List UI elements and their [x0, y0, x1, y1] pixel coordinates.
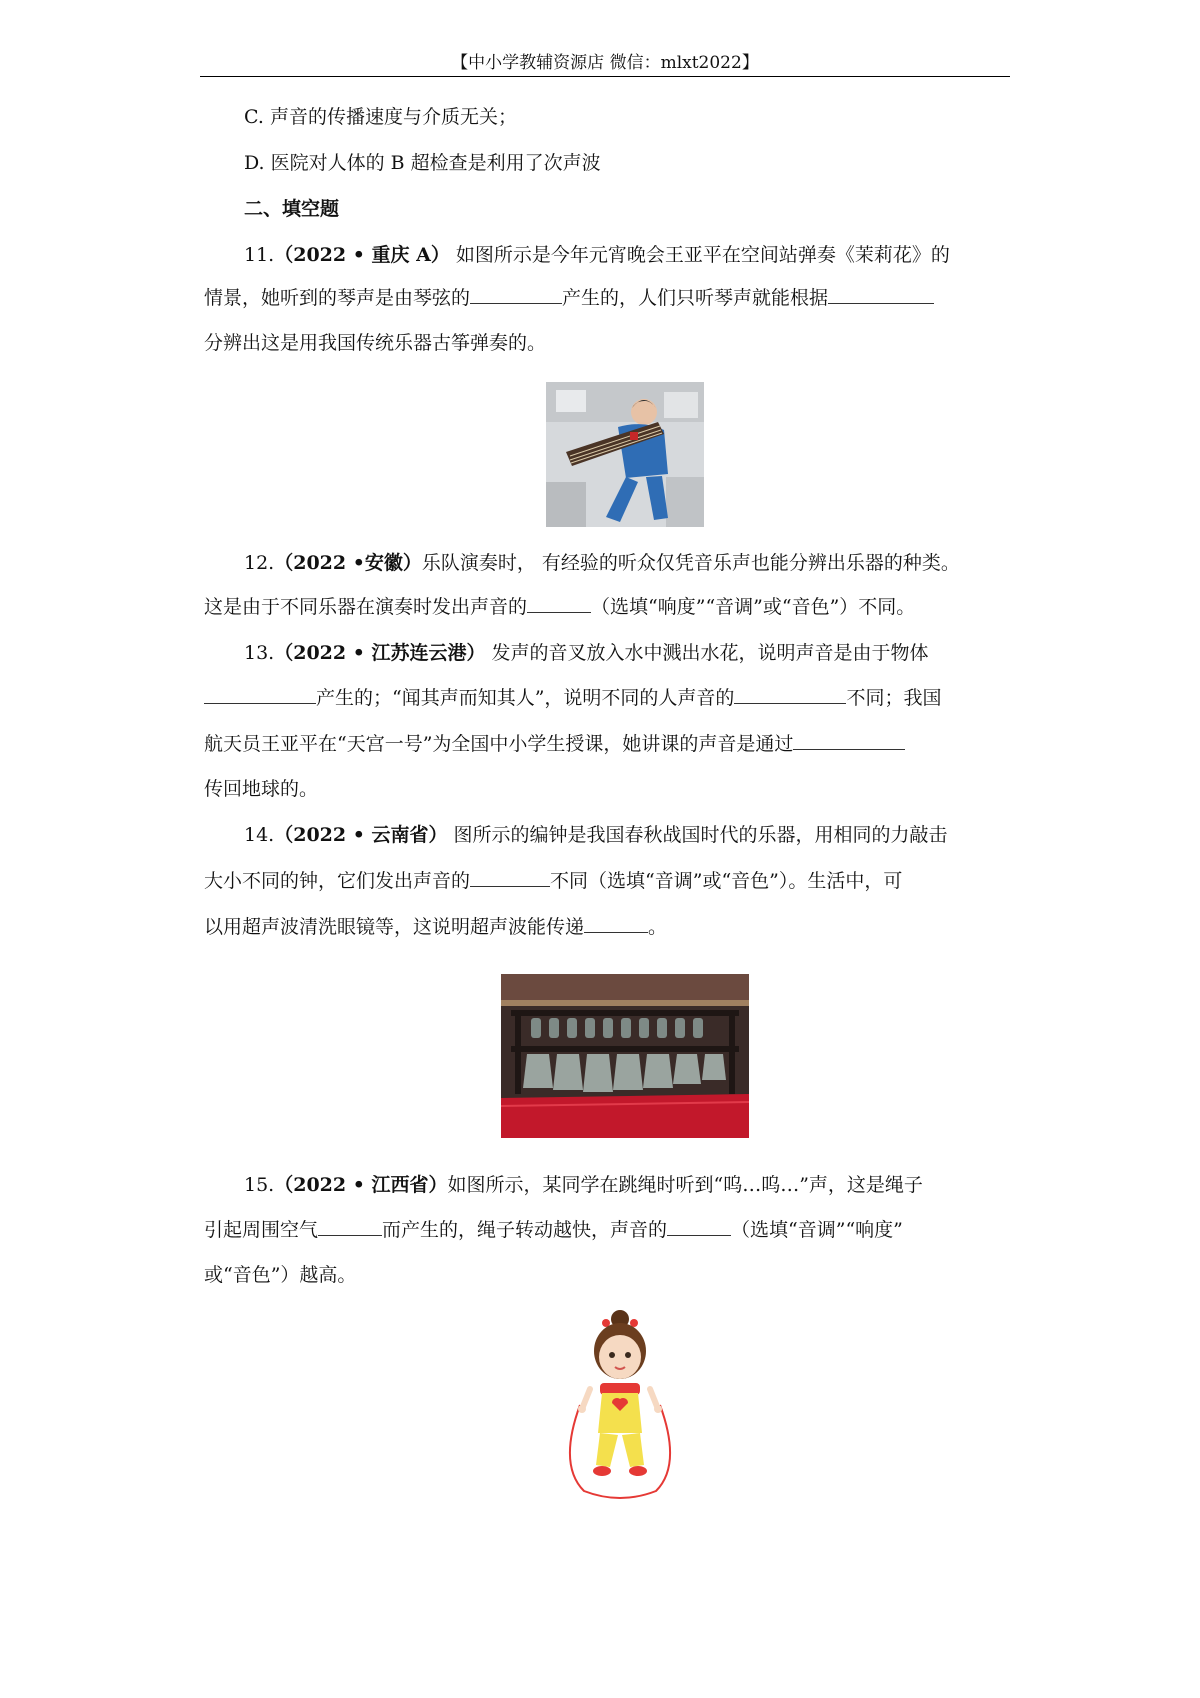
answer-blank[interactable] [828, 285, 934, 304]
q11-text-1: 如图所示是今年元宵晚会王亚平在空间站弹奏《茉莉花》的 [449, 244, 950, 266]
q12-text-2b: （选填“响度”“音调”或“音色”）不同。 [591, 596, 916, 618]
q12-text-2a: 这是由于不同乐器在演奏时发出声音的 [204, 596, 528, 618]
bianzhong-photo [501, 974, 749, 1138]
q11-line-3: 分辨出这是用我国传统乐器古筝弹奏的。 [204, 332, 547, 354]
q13-text-3a: 航天员王亚平在“天宫一号”为全国中小学生授课，她讲课的声音是通过 [204, 733, 794, 755]
astronaut-guzheng-photo [546, 382, 704, 527]
q13-number: 13. [244, 642, 275, 664]
q11-text-2a: 情景，她听到的琴声是由琴弦的 [204, 287, 471, 309]
answer-blank[interactable] [318, 1217, 382, 1236]
answer-blank[interactable] [667, 1217, 731, 1236]
q12-line-1 [244, 550, 1006, 576]
q11-line-2 [204, 285, 1006, 311]
q12-number: 12. [244, 552, 275, 574]
girl-jump-rope-illustration [560, 1305, 680, 1501]
q13-text-2a: 产生的；“闻其声而知其人”，说明不同的人声音的 [316, 687, 735, 709]
q14-line-3 [204, 914, 1006, 940]
astronaut-guzheng-image [546, 382, 704, 527]
q12-text-1: 乐队演奏时， 有经验的听众仅凭音乐声也能分辨出乐器的种类。 [421, 552, 960, 574]
q12-line-2 [204, 594, 1006, 620]
q14-source: （2022 • 云南省） [274, 824, 448, 846]
q14-line-2 [204, 868, 1006, 894]
q13-line-2 [204, 685, 1006, 711]
answer-blank[interactable] [204, 685, 316, 704]
q11-text-2b: 产生的，人们只听琴声就能根据 [562, 287, 829, 309]
answer-blank[interactable] [470, 285, 562, 304]
q11-number: 11. [244, 244, 275, 266]
q15-number: 15. [244, 1174, 275, 1196]
q14-text-3b: 。 [648, 916, 668, 938]
q15-text-1: 如图所示，某同学在跳绳时听到“呜…呜…”声，这是绳子 [447, 1174, 923, 1196]
option-d: D. 医院对人体的 B 超检查是利用了次声波 [244, 152, 601, 174]
bianzhong-image [501, 974, 749, 1138]
q14-number: 14. [244, 824, 275, 846]
girl-jump-rope-image [560, 1305, 680, 1501]
q11-source: （2022 • 重庆 A） [274, 244, 450, 266]
q13-line-1 [244, 640, 1006, 666]
q13-line-4: 传回地球的。 [204, 778, 319, 800]
q11-line-1 [244, 242, 1006, 268]
answer-blank[interactable] [734, 685, 846, 704]
q14-line-1 [244, 822, 1006, 848]
option-c: C. 声音的传播速度与介质无关； [244, 106, 517, 128]
q15-text-2a: 引起周围空气 [204, 1219, 319, 1241]
answer-blank[interactable] [793, 731, 905, 750]
q14-text-3a: 以用超声波清洗眼镜等，这说明超声波能传递 [204, 916, 585, 938]
q15-line-2 [204, 1217, 1006, 1243]
q15-text-2c: （选填“音调”“响度” [731, 1219, 903, 1241]
answer-blank[interactable] [470, 868, 550, 887]
page-header: 【中小学教辅资源店 微信：mlxt2022】 [451, 53, 759, 73]
q14-text-2a: 大小不同的钟，它们发出声音的 [204, 870, 471, 892]
q14-text-2b: 不同（选填“音调”或“音色”）。生活中，可 [550, 870, 903, 892]
header-divider [200, 76, 1010, 77]
q15-source: （2022 • 江西省） [274, 1174, 448, 1196]
q13-text-2b: 不同；我国 [846, 687, 942, 709]
answer-blank[interactable] [527, 594, 591, 613]
q14-text-1: 图所示的编钟是我国春秋战国时代的乐器，用相同的力敲击 [447, 824, 948, 846]
q13-line-3 [204, 731, 1006, 757]
q15-text-2b: 而产生的，绳子转动越快，声音的 [382, 1219, 668, 1241]
q15-line-3: 或“音色”）越高。 [204, 1264, 357, 1286]
q13-text-1: 发声的音叉放入水中溅出水花，说明声音是由于物体 [485, 642, 929, 664]
q15-line-1 [244, 1172, 1006, 1198]
answer-blank[interactable] [584, 914, 648, 933]
q13-source: （2022 • 江苏连云港） [274, 642, 486, 664]
section-title: 二、填空题 [244, 198, 340, 220]
q12-source: （2022 •安徽） [274, 552, 422, 574]
